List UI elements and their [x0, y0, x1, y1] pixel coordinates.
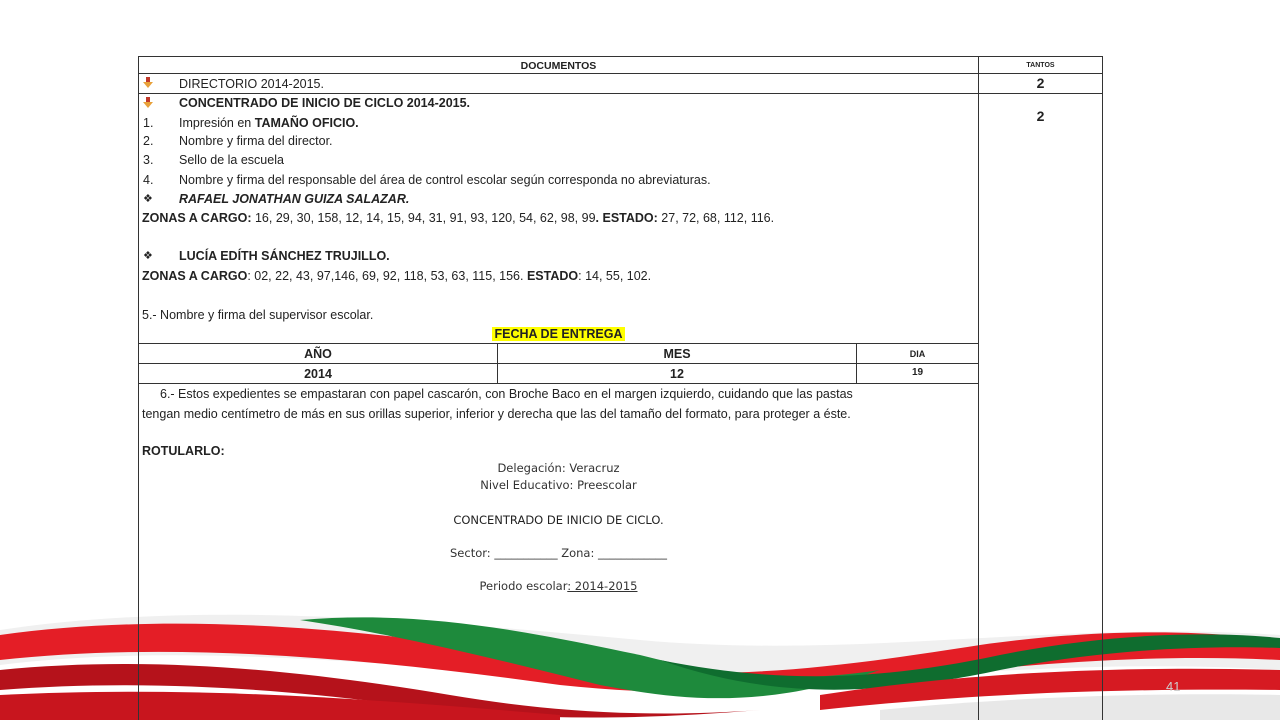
instructions-line-2: tengan medio centímetro de más en sus orillas superior, inferior y derecha que las del tamaño del formato, para proteger a éste. — [142, 407, 851, 421]
decorative-ribbon — [0, 600, 1280, 720]
date-value-day: 19 — [911, 367, 924, 378]
periodo-label: Periodo escolar — [479, 579, 568, 593]
person-name: RAFAEL JONATHAN GUIZA SALAZAR. — [179, 192, 410, 206]
table-right-border-overlay — [1102, 600, 1103, 720]
concentrado-title: CONCENTRADO DE INICIO DE CICLO 2014-2015. — [179, 96, 471, 110]
zonas-line — [142, 268, 651, 284]
date-table-border — [138, 363, 979, 364]
item-text-bold: TAMAÑO OFICIO. — [254, 116, 359, 130]
header-tantos: TANTOS — [1026, 62, 1055, 69]
date-header-month: MES — [663, 347, 691, 361]
date-header-year: AÑO — [304, 347, 332, 361]
label-delegacion: Delegación: Veracruz — [497, 461, 620, 475]
item-number: 4. — [143, 173, 154, 187]
item-number: 2. — [143, 134, 154, 148]
label-sector-zona — [139, 545, 978, 561]
table-top-border — [138, 56, 1103, 57]
directorio-label: DIRECTORIO 2014-2015. — [179, 77, 324, 91]
zonas-line — [142, 210, 774, 226]
label-nivel: Nivel Educativo: Preescolar — [480, 478, 637, 492]
estado-label: ESTADO — [526, 269, 579, 283]
item-text: Nombre y firma del director. — [179, 134, 333, 148]
estado-label: . ESTADO: — [595, 211, 658, 225]
concentrado-tantos: 2 — [1036, 108, 1045, 124]
date-table-border — [138, 343, 979, 344]
label-concentrado: CONCENTRADO DE INICIO DE CICLO. — [453, 513, 664, 527]
fecha-entrega-label: FECHA DE ENTREGA — [494, 327, 623, 341]
rotularlo-label: ROTULARLO: — [142, 444, 225, 458]
item-text: Sello de la escuela — [179, 153, 284, 167]
item-number: 1. — [143, 116, 154, 130]
item-number: 3. — [143, 153, 154, 167]
date-table-border — [138, 383, 979, 384]
item-text-pre: Impresión en — [179, 116, 255, 130]
periodo-value: : 2014-2015 — [567, 579, 638, 593]
fecha-entrega-heading — [139, 326, 978, 342]
table-left-border-overlay — [138, 600, 139, 720]
zonas-label: ZONAS A CARGO — [142, 269, 248, 283]
instructions-line-1: 6.- Estos expedientes se empastaran con papel cascarón, con Broche Baco en el margen izquierdo, cuidando que las pastas — [160, 387, 853, 401]
header-documentos: DOCUMENTOS — [520, 60, 597, 72]
date-value-year: 2014 — [304, 367, 332, 381]
arrow-down-icon — [143, 97, 153, 108]
zonas-values: 16, 29, 30, 158, 12, 14, 15, 94, 31, 91, 93, 120, 54, 62, 98, 99 — [251, 211, 596, 225]
page-number: 41 — [1166, 679, 1181, 694]
date-value-month: 12 — [670, 367, 684, 381]
estado-values: 27, 72, 68, 112, 116. — [657, 211, 775, 225]
zona-label: Zona: — [557, 546, 598, 560]
sector-label: Sector: — [450, 546, 495, 560]
person-name: LUCÍA EDÍTH SÁNCHEZ TRUJILLO. — [179, 249, 390, 263]
arrow-down-icon — [143, 77, 153, 88]
item-text: Nombre y firma del responsable del área de control escolar según corresponda no abreviaturas. — [179, 173, 711, 187]
date-header-day: DIA — [909, 349, 926, 359]
diamond-bullet-icon: ❖ — [143, 193, 153, 205]
item-5-text: 5.- Nombre y firma del supervisor escolar. — [142, 308, 374, 322]
sector-blank: ___________ — [494, 546, 558, 560]
label-periodo — [139, 578, 978, 594]
table-column-divider-overlay — [978, 600, 979, 720]
estado-values: : 14, 55, 102. — [578, 269, 652, 283]
zonas-label: ZONAS A CARGO: — [142, 211, 252, 225]
diamond-bullet-icon: ❖ — [143, 250, 153, 262]
zona-blank: ____________ — [598, 546, 667, 560]
directorio-tantos: 2 — [1036, 75, 1045, 91]
zonas-values: : 02, 22, 43, 97,146, 69, 92, 118, 53, 63, 115, 156. — [247, 269, 527, 283]
item-text — [179, 115, 359, 131]
row-divider — [138, 93, 1103, 94]
